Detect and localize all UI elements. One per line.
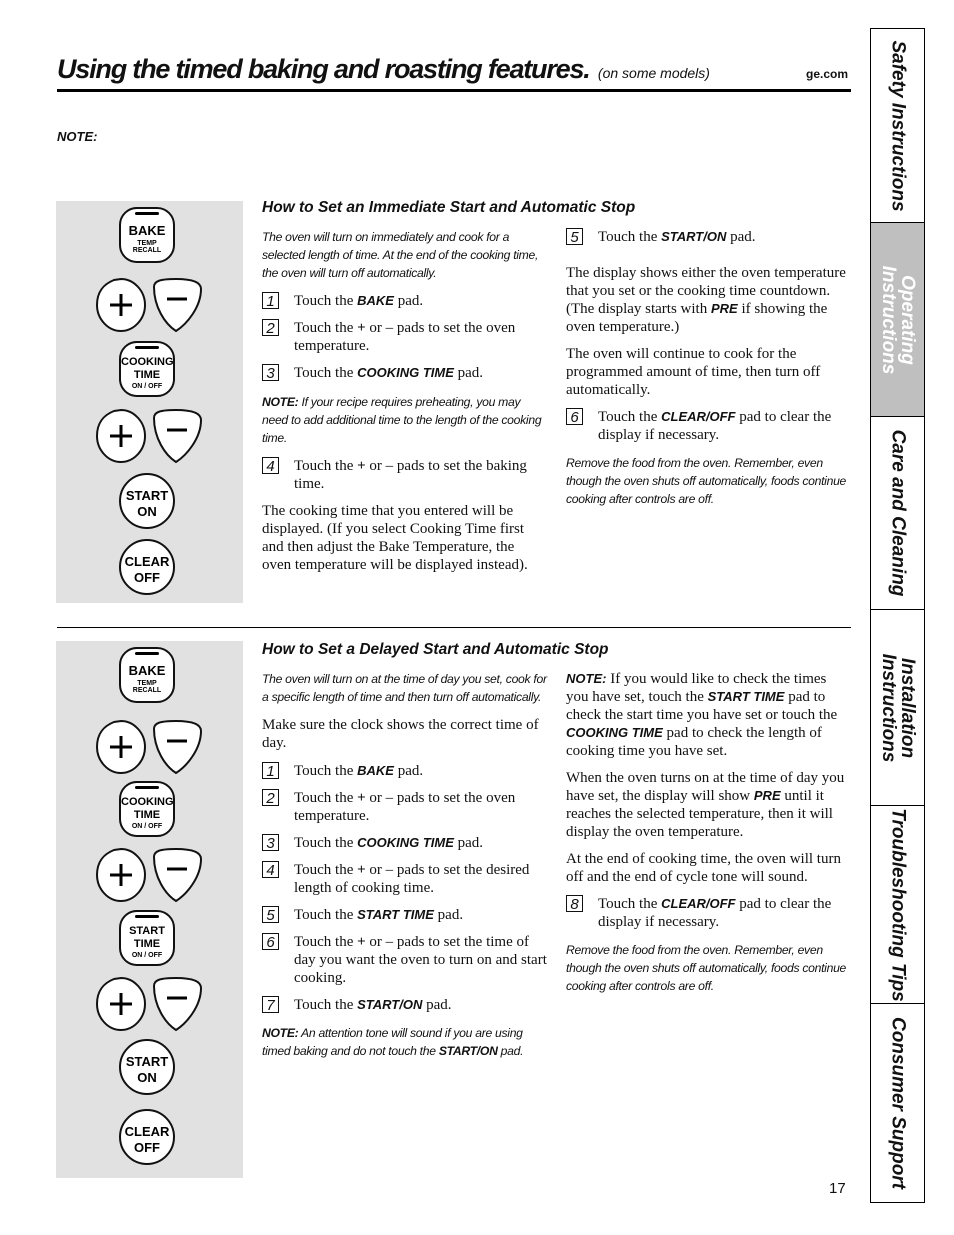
- cooking-time-pad[interactable]: COOKING TIME ON / OFF: [119, 341, 175, 397]
- minus-pad[interactable]: [154, 279, 201, 331]
- side-tab-strip: [870, 28, 925, 1203]
- tab-troubleshooting-tips[interactable]: Troubleshooting Tips: [871, 806, 924, 1004]
- minus-pad[interactable]: [154, 849, 201, 901]
- step-4: 4 Touch the + or – pads to set the desired length of cooking time.: [262, 861, 547, 897]
- page-title: Using the timed baking and roasting features. (on some models): [57, 54, 710, 84]
- end-cooking-paragraph: At the end of cooking time, the oven will turn off and the end of cycle tone will sound.: [566, 851, 841, 885]
- tab-consumer-support[interactable]: Consumer Support: [887, 1016, 908, 1190]
- section-heading-immediate: How to Set an Immediate Start and Automatic Stop: [262, 199, 636, 216]
- turns-on-paragraph: When the oven turns on at the time of day you have set, the display will show PRE until it reaches the selected temperature, then it will display the oven temperature.: [566, 770, 845, 840]
- plus-minus-pads[interactable]: [94, 408, 206, 464]
- continue-paragraph: The oven will continue to cook for the programmed amount of time, then turn off automatically.: [566, 346, 821, 398]
- section-divider: [57, 627, 851, 628]
- start-time-pad[interactable]: START TIME ON / OFF: [119, 910, 175, 966]
- plus-pad[interactable]: [97, 849, 145, 901]
- keypad-panel-immediate: [56, 201, 243, 603]
- cooking-time-paragraph: The cooking time that you entered will be displayed. (If you select Cooking Time first and then adjust the Bake Temperature, the oven temperature will be displayed instead).: [262, 503, 528, 573]
- step-8: 8 Touch the CLEAR/OFF pad to clear the display if necessary.: [566, 895, 851, 931]
- tab-installation-instructions[interactable]: Installation Instructions: [871, 610, 924, 806]
- attention-tone-note: NOTE: An attention tone will sound if you are using timed baking and do not touch the START/ON pad.: [262, 1026, 524, 1058]
- page-subtitle: (on some models): [597, 65, 710, 81]
- plus-minus-pads[interactable]: [94, 719, 206, 775]
- note-label: NOTE:: [57, 129, 98, 144]
- plus-pad[interactable]: [97, 721, 145, 773]
- minus-pad[interactable]: [154, 410, 201, 462]
- step-3: 3 Touch the COOKING TIME pad.: [262, 834, 547, 852]
- plus-pad[interactable]: [97, 978, 145, 1030]
- step-5: 5 Touch the START/ON pad.: [566, 228, 851, 246]
- section1-intro: The oven will turn on immediately and cook for a selected length of time. At the end of the cooking time, the oven will turn off automatically.: [262, 230, 539, 280]
- section2-left-column: [262, 670, 547, 1070]
- site-url[interactable]: ge.com: [806, 67, 849, 81]
- step-1: 1 Touch the BAKE pad.: [262, 292, 547, 310]
- tab-care-and-cleaning[interactable]: Care and Cleaning: [871, 417, 924, 610]
- plus-pad[interactable]: [97, 279, 145, 331]
- plus-minus-pads[interactable]: [94, 847, 206, 903]
- tab-safety-instructions[interactable]: Safety Instructions: [871, 29, 924, 223]
- keypad-panel-delayed: [56, 641, 243, 1178]
- step-2: 2 Touch the + or – pads to set the oven temperature.: [262, 789, 547, 825]
- header-rule: [57, 89, 851, 92]
- preheat-note: NOTE: If your recipe requires preheating, you may need to add additional time to the length of the cooking time.: [262, 395, 542, 445]
- display-paragraph: The display shows either the oven temperature that you set or the cooking time countdown. (The display starts with PRE if showing the oven temperature.): [566, 265, 846, 335]
- section2-intro: The oven will turn on at the time of day you set, cook for a specific length of time and then turn off automatically.: [262, 672, 547, 704]
- cooking-time-pad[interactable]: COOKING TIME ON / OFF: [119, 781, 175, 837]
- section-heading-delayed: How to Set a Delayed Start and Automatic Stop: [262, 641, 609, 658]
- step-3: 3 Touch the COOKING TIME pad.: [262, 364, 547, 382]
- step-6: 6 Touch the + or – pads to set the time of day you want the oven to turn on and start cooking.: [262, 933, 547, 987]
- section1-right-column: [566, 228, 851, 518]
- minus-pad[interactable]: [154, 721, 201, 773]
- plus-pad[interactable]: [97, 410, 145, 462]
- step-5: 5 Touch the START TIME pad.: [262, 906, 547, 924]
- minus-pad[interactable]: [154, 978, 201, 1030]
- section1-left-column: [262, 228, 547, 583]
- step-6: 6 Touch the CLEAR/OFF pad to clear the display if necessary.: [566, 408, 851, 444]
- section2-right-column: [566, 670, 851, 1005]
- step-2: 2 Touch the + or – pads to set the oven temperature.: [262, 319, 547, 355]
- step-1: 1 Touch the BAKE pad.: [262, 762, 547, 780]
- plus-minus-pads[interactable]: [94, 277, 206, 333]
- remove-food-note: Remove the food from the oven. Remember, even though the oven shuts off automatically, foods continue cooking after controls are off.: [566, 456, 847, 506]
- plus-minus-pads[interactable]: [94, 976, 206, 1032]
- bake-pad[interactable]: BAKE TEMP RECALL: [119, 647, 175, 703]
- page-number: 17: [829, 1180, 846, 1197]
- check-times-note: NOTE: If you would like to check the times you have set, touch the START TIME pad to check the start time you have set or touch the COOKING TIME pad to check the length of cooking time you have set.: [566, 671, 838, 759]
- clear-off-pad[interactable]: CLEAR OFF: [119, 539, 175, 595]
- step-7: 7 Touch the START/ON pad.: [262, 996, 547, 1014]
- start-on-pad[interactable]: START ON: [119, 1039, 175, 1095]
- clock-paragraph: Make sure the clock shows the correct time of day.: [262, 717, 539, 751]
- start-on-pad[interactable]: START ON: [119, 473, 175, 529]
- tab-operating-instructions[interactable]: Operating Instructions: [871, 223, 924, 417]
- remove-food-note: Remove the food from the oven. Remember, even though the oven shuts off automatically, foods continue cooking after controls are off.: [566, 943, 847, 993]
- bake-pad[interactable]: BAKE TEMP RECALL: [119, 207, 175, 263]
- step-4: 4 Touch the + or – pads to set the baking time.: [262, 457, 547, 493]
- clear-off-pad[interactable]: CLEAR OFF: [119, 1109, 175, 1165]
